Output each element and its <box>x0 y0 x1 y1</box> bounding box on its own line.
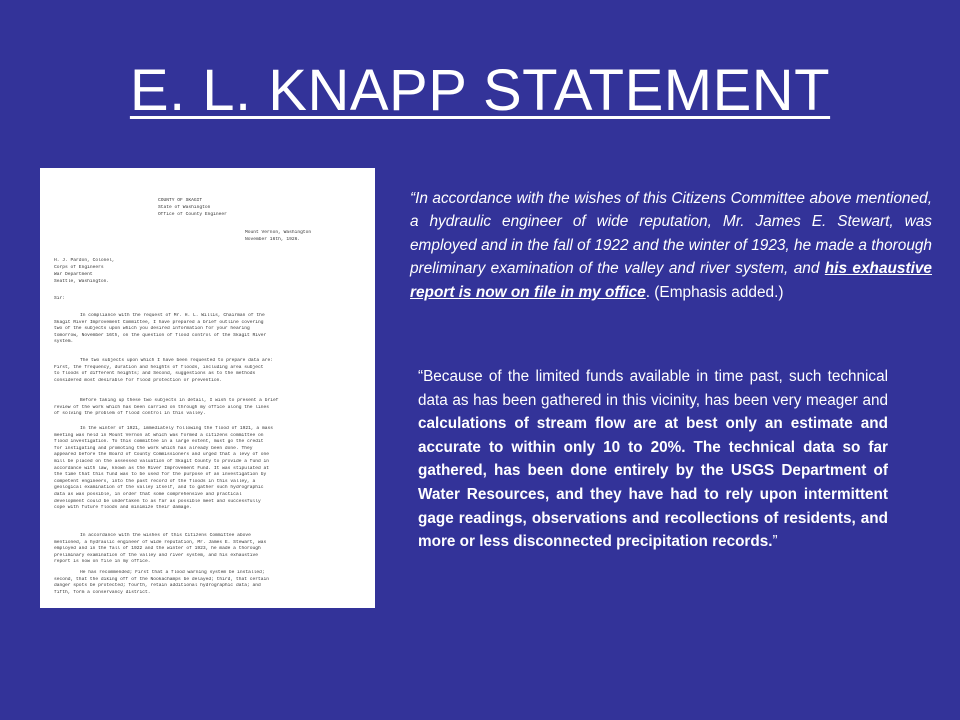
quote-stewart-report <box>410 187 932 304</box>
letter-body-line: second, that the diking off of the Nookachamps be delayed; third, that certain <box>54 576 270 582</box>
letter-body-line: appeared before the Board of County Commissioners and urged that a levy of one <box>54 452 270 458</box>
letter-body-line: preliminary examination of the valley and river system, and his exhaustive <box>54 552 258 558</box>
letter-body-line: danger spots be protected; fourth, retain additional hydrographic data; and <box>54 583 261 589</box>
letter-body-line: First, the frequency, duration and heights of floods, including area subject <box>54 364 264 370</box>
letter-body-line: mill be placed on the assessed valuation of Skagit County to provide a fund in <box>54 459 270 464</box>
letter-addressee-line: Seattle, Washington. <box>54 279 110 284</box>
quote1-tail: . (Emphasis added.) <box>645 283 784 301</box>
letter-body-line: meeting was held in Mount Vernon at which was formed a citizens committee on <box>54 432 264 438</box>
letter-body-line: two of the subjects upon which you desired information for your hearing <box>54 326 250 332</box>
letter-body-line: considered most desirable for flood protection or prevention. <box>54 377 223 383</box>
slide-title: E. L. KNAPP STATEMENT <box>129 58 831 123</box>
letter-text <box>40 168 375 608</box>
letter-body-line: flood investigation. To this committee in a large extent, must go the credit <box>54 439 264 445</box>
letter-body-line: the time that this fund was to be used for the purpose of an investigation by <box>54 472 267 478</box>
letter-body-line: of solving the problem of flood control in this valley. <box>54 411 206 417</box>
letter-body-line: system. <box>54 339 74 345</box>
letter-body-line: development could be undertaken to as far as possible meet and successfully <box>54 498 261 504</box>
letter-body-line: The two subjects upon which I have been requested to prepare data are: <box>80 358 273 363</box>
letter-addressee-line: H. J. Pardon, Colonel, <box>54 258 115 263</box>
letter-body-line: review of the work which has been carried on through my office along the lines <box>54 404 270 410</box>
letter-body-line: In accordance with the wishes of this Citizens Committee above <box>80 533 251 538</box>
quote2-intro: “Because of the limited funds available in time past, such technical data as has been gathered in this vicinity, has been very meager and <box>418 368 888 409</box>
quote1-emphasis: his exhaustive report is now on file in my office <box>410 260 932 301</box>
letter-body-line: to floods of different heights; and Second, suggestions as to the methods <box>54 371 256 377</box>
letter-addressee-line: War Department <box>54 272 93 277</box>
letter-body-line: geological examination of the valley itself, and to gather such hydrographic <box>54 485 264 491</box>
letter-body-line: He has recommended; First that a flood warning system be installed; <box>80 570 265 575</box>
letter-dateline: November 16th, 1926. <box>245 237 301 242</box>
letter-dateline: Mount Vernon, Washington <box>245 230 312 235</box>
letter-body-line: mentioned, a hydraulic engineer of wide reputation, Mr. James E. Stewart, was <box>54 539 267 545</box>
letter-body-line: In the winter of 1921, immediately following the flood of 1921, a mass <box>80 426 273 431</box>
letter-header-line: Office of County Engineer <box>158 212 227 217</box>
letter-body-line: for instigating and promoting the work which has already been done. They <box>54 445 253 451</box>
letter-body-line: Before taking up these two subjects in detail, I wish to present a brief <box>80 398 279 403</box>
letter-salutation: Sir: <box>54 296 66 301</box>
letter-body-line: report is now on file in my office. <box>54 559 151 565</box>
letter-body-line: fifth, form a conservancy district. <box>54 589 151 595</box>
quote1-text: “In accordance with the wishes of this Citizens Committee above mentioned, a hydraulic engineer of wide reputation, Mr. James E. Stewart, was employed and in the fall of 1922 and the winter of 1923, he made a thorough preliminary examination of the valley and river system, and <box>410 190 932 278</box>
letter-body-line: employed and in the fall of 1922 and the winter of 1923, he made a thorough <box>54 546 261 552</box>
letter-body-line: accordance with law, known as the River Improvement Fund. It was stipulated at <box>54 465 270 471</box>
letter-addressee-line: Corps of Engineers <box>54 265 104 270</box>
letter-body-line: data as was possible, in order that some comprehensive and practical <box>54 492 242 497</box>
letter-body-line: tomorrow, November 16th, on the question of flood control of the Skagit River <box>54 332 267 338</box>
quote2-bold: calculations of stream flow are at best only an estimate and accurate to within only 10 to 20%. The technical data so far gathered, has been done entirely by the USGS Department of Water Resources, and they have had to rely upon intermittent gage readings, observations and recollections of residents, and more or less disconnected precipitation records. <box>418 415 888 551</box>
letter-header-line: State of Washington <box>158 205 211 210</box>
letter-header-line: COUNTY OF SKAGIT <box>158 198 203 203</box>
letter-scan-image <box>40 168 375 608</box>
letter-body-line: In compliance with the request of Mr. H. L. Willis, Chairman of the <box>80 313 265 318</box>
letter-body-line: competent engineers, into the past record of the floods in this valley, a <box>54 478 256 484</box>
quote2-end: ” <box>772 533 778 551</box>
letter-body-line: cope with future floods and minimize their damage. <box>54 505 192 511</box>
quote-limited-funds <box>418 365 888 554</box>
letter-body-line: Skagit River Improvement Committee, I have prepared a brief outline covering <box>54 319 264 325</box>
